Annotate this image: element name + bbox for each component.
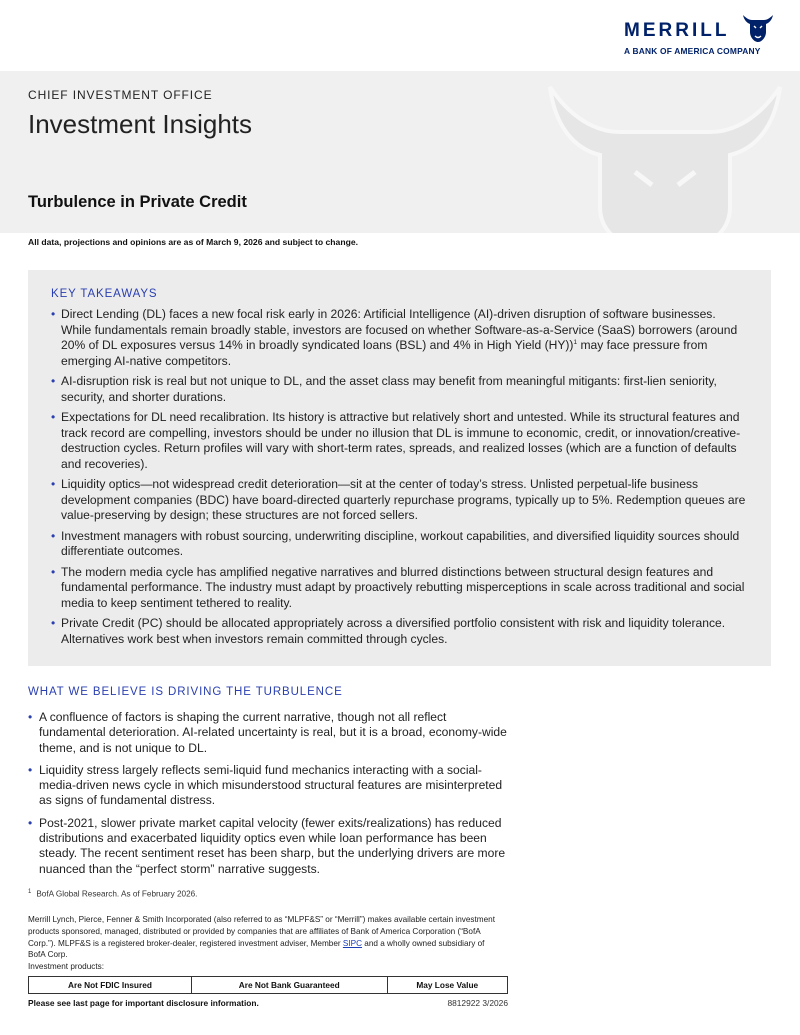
driving-heading: WHAT WE BELIEVE IS DRIVING THE TURBULENCE	[28, 686, 343, 698]
document-code: 8812922 3/2026	[447, 998, 508, 1008]
sipc-link[interactable]: SIPC	[342, 938, 363, 948]
list-item: • Liquidity stress largely reflects semi-liquid fund mechanics interacting with a social-media-driven news cycle in which misunderstood structural features are misinterpreted as signs of fundamental distress.	[28, 763, 508, 809]
as-of-disclaimer: All data, projections and opinions are as of March 9, 2026 and subject to change.	[28, 237, 358, 247]
bull-logo-icon	[740, 12, 776, 44]
footnote-ref: 1	[573, 338, 578, 346]
list-item: • A confluence of factors is shaping the current narrative, though not all reflect fundamental deterioration. AI-related uncertainty is real, but it is a broad, economy-wide theme, and is not unique to DL.	[28, 710, 508, 756]
page-title: Investment Insights	[28, 109, 252, 139]
merrill-logo	[624, 12, 776, 58]
key-takeaways-heading: KEY TAKEAWAYS	[51, 288, 158, 300]
brand-tagline: A BANK OF AMERICA COMPANY	[624, 46, 761, 56]
table-cell: May Lose Value	[387, 977, 507, 994]
page-subtitle: Turbulence in Private Credit	[28, 193, 247, 211]
header-band	[0, 71, 800, 233]
footnote	[28, 889, 197, 899]
list-item: • AI-disruption risk is real but not unique to DL, and the asset class may benefit from meaningful mitigants: first-lien seniority, security, and shorter durations.	[51, 374, 747, 405]
driving-section	[28, 686, 508, 884]
list-item: • Direct Lending (DL) faces a new focal risk early in 2026: Artificial Intelligence (AI)-driven disruption of software businesses. While fundamentals remain broadly stable, investors are focused on whether Software-as-a-Service (SaaS) borrowers (around 20% of DL exposures versus 14% in broadly syndicated loans (BSL) and 4% in High Yield (HY))$^1$ may face pressure from emerging AI-native competitors.	[51, 307, 747, 369]
disclosure-note: Please see last page for important disclosure information.	[28, 998, 259, 1008]
fdic-disclosure-table	[28, 976, 508, 994]
office-label: CHIEF INVESTMENT OFFICE	[28, 88, 213, 102]
driving-list	[28, 710, 508, 877]
table-cell: Are Not FDIC Insured	[29, 977, 192, 994]
key-takeaways-panel	[28, 270, 771, 666]
list-item: • Private Credit (PC) should be allocated appropriately across a diversified portfolio consistent with risk and liquidity tolerance. Alternatives work best when investors remain committed through cycles.	[51, 616, 747, 647]
bull-watermark-icon	[540, 77, 790, 233]
legal-disclosure: Merrill Lynch, Pierce, Fenner & Smith Incorporated (also referred to as “MLPF&S” or “Merrill”) makes available certain investment products sponsored, managed, distributed or provided by companies that are affiliates of Bank of America Corporation (“BofA Corp.”). MLPF&S is a registered broker-dealer, registered investment adviser, Member SIPC and a wholly owned subsidiary of BofA Corp. Investment products:	[28, 915, 495, 972]
products-label: Investment products:	[28, 962, 104, 972]
list-item: • Post-2021, slower private market capital velocity (fewer exits/realizations) has reduced distributions and exacerbated liquidity optics even while loan performance has been steady. The recent sentiment reset has been sharp, but the underlying drivers are more nuanced than the “perfect storm” narrative suggests.	[28, 816, 508, 877]
key-takeaways-list	[51, 307, 747, 647]
table-cell: Are Not Bank Guaranteed	[191, 977, 387, 994]
list-item: • The modern media cycle has amplified negative narratives and blurred distinctions between structural design features and fundamental performance. The industry must adapt by proactively rebutting misperceptions in scale across traditional and social media to keep sentiment tethered to reality.	[51, 565, 747, 612]
footnote-text: BofA Global Research. As of February 2026.	[36, 889, 198, 899]
list-item: • Liquidity optics—not widespread credit deterioration—sit at the center of today’s stress. Unlisted perpetual-life business development companies (BDC) have board-directed quarterly repurchase programs, typically up to 5%. Redemption queues are value-preserving by design; these structures are not forced sellers.	[51, 477, 747, 524]
brand-name: MERRILL	[624, 20, 730, 41]
list-item: • Investment managers with robust sourcing, underwriting discipline, workout capabilities, and diversified liquidity sources should differentiate outcomes.	[51, 529, 747, 560]
list-item: • Expectations for DL need recalibration. Its history is attractive but relatively short and untested. While its structural features and track record are compelling, investors should be under no illusion that DL is immune to economic, credit, or innovation/creative-destruction cycles. Return profiles will vary with short-term rates, spreads, and realized losses (which are a function of defaults and recoveries).	[51, 410, 747, 472]
footnote-mark: 1	[28, 889, 32, 895]
